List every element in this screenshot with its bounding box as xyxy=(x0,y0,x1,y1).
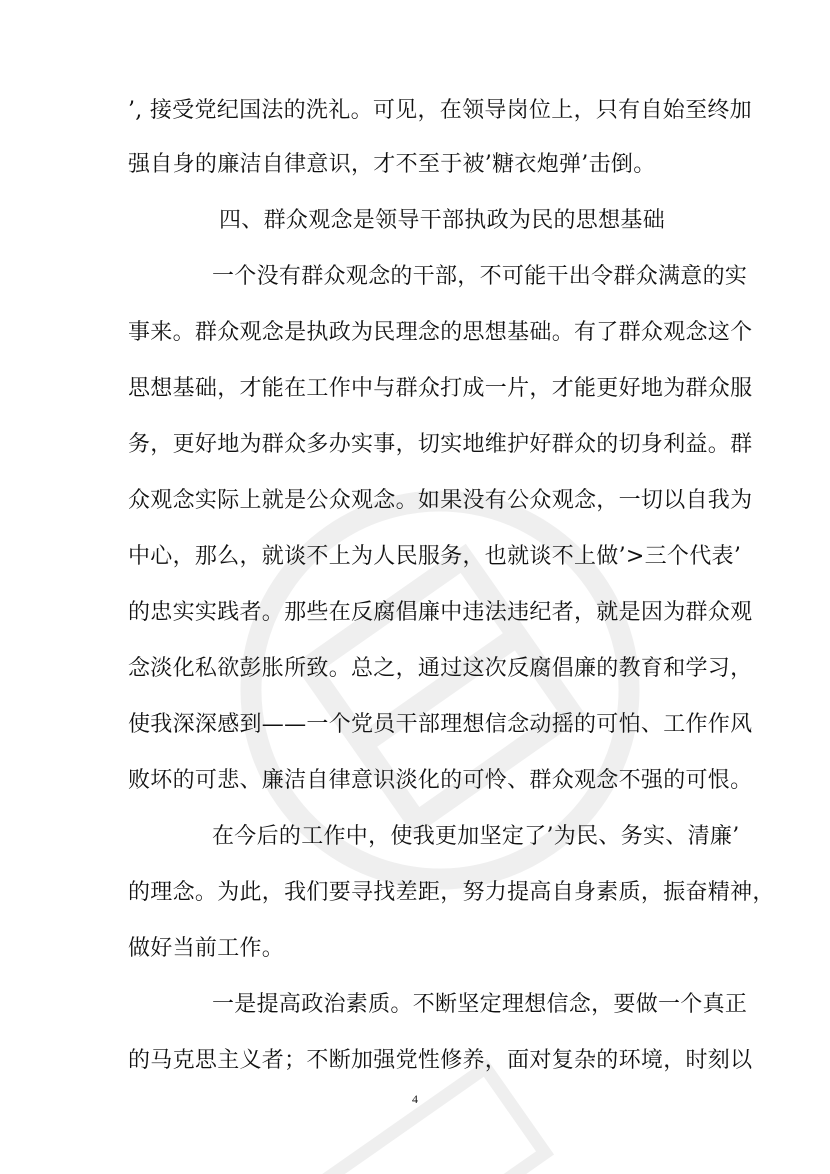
paragraph-first-line: 一是提高政治素质。不断坚定理想信念，要做一个真正 xyxy=(212,992,748,1017)
text-line: 思想基础，才能在工作中与群众打成一片，才能更好地为群众服 xyxy=(128,376,753,401)
text-line: 败坏的可悲、廉洁自律意识淡化的可怜、群众观念不强的可恨。 xyxy=(128,768,753,793)
text-line: 中心，那么，就谈不上为人民服务，也就谈不上做’>三个代表’ xyxy=(128,544,742,569)
text-line: 的理念。为此，我们要寻找差距，努力提高自身素质，振奋精神， xyxy=(128,880,775,905)
text-line: 的马克思主义者；不断加强党性修养，面对复杂的环境，时刻以 xyxy=(128,1048,753,1073)
section-heading: 四、群众观念是领导干部执政为民的思想基础 xyxy=(219,208,666,233)
text-line: 使我深深感到——一个党员干部理想信念动摇的可怕、工作作风 xyxy=(128,712,753,737)
text-line: 的忠实实践者。那些在反腐倡廉中违法违纪者，就是因为群众观 xyxy=(128,600,753,625)
paragraph-first-line: 在今后的工作中，使我更加坚定了’为民、务实、清廉’ xyxy=(212,824,740,849)
text-line: 强自身的廉洁自律意识，才不至于被’糖衣炮弹’击倒。 xyxy=(128,152,656,177)
text-line: ’, 接受党纪国法的洗礼。可见，在领导岗位上，只有自始至终加 xyxy=(128,98,752,123)
text-line: 做好当前工作。 xyxy=(128,936,285,961)
paragraph-first-line: 一个没有群众观念的干部，不可能干出令群众满意的实 xyxy=(212,264,748,289)
page-number: 4 xyxy=(412,1092,418,1106)
text-line: 事来。群众观念是执政为民理念的思想基础。有了群众观念这个 xyxy=(128,320,753,345)
text-line: 众观念实际上就是公众观念。如果没有公众观念，一切以自我为 xyxy=(128,488,753,513)
text-line: 务，更好地为群众多办实事，切实地维护好群众的切身利益。群 xyxy=(128,432,753,457)
text-line: 念淡化私欲彭胀所致。总之，通过这次反腐倡廉的教育和学习， xyxy=(128,656,753,681)
